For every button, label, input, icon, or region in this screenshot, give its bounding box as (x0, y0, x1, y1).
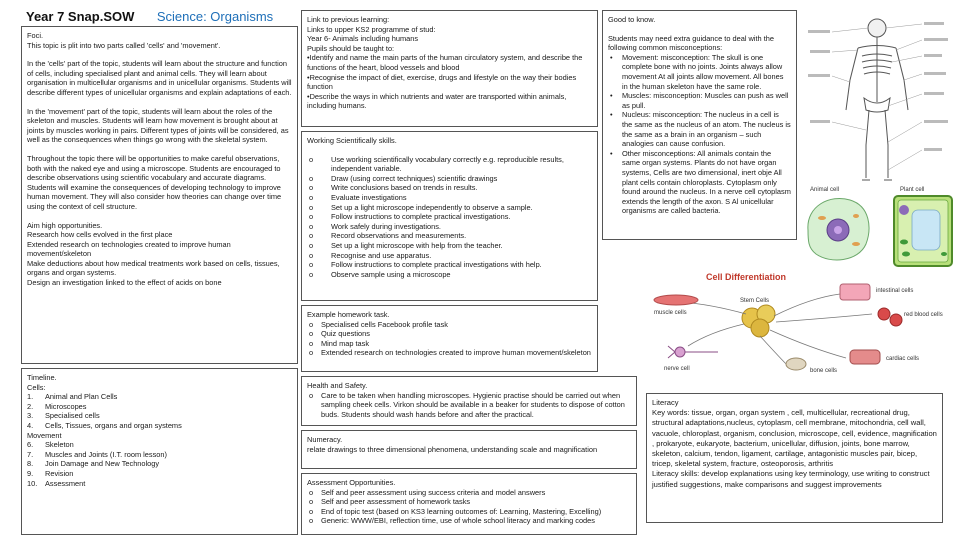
list-item: 9. Revision (27, 468, 74, 478)
muscle-cells-icon (654, 295, 698, 305)
list-item: o Self and peer assessment of homework tasks (307, 497, 631, 507)
list-item: 8. Join Damage and New Technology (27, 459, 160, 469)
list-item: o Evaluate investigations (307, 193, 592, 203)
numeracy-heading: Numeracy. (307, 435, 343, 444)
prior-line: •Recognise the impact of diet, exercise, drugs and lifestyle on the way their bodies function (307, 72, 577, 92)
list-item: o End of topic test (based on KS3 learning outcomes of: Learning, Mastering, Excelling) (307, 507, 631, 517)
prior-line: Links to upper KS2 programme of stud: (307, 24, 436, 34)
foci-paragraph-3: In the 'movement' part of the topic, students will learn about the roles of the skeleton and muscles. Students will learn how movement is brought about at joints by muscles working in pairs. Different types of joints will be considered, as well as the consequences when things go wrong with the skeletal system. (27, 106, 289, 145)
list-item: • Muscles: misconception: Muscles can push as well as pull. (608, 91, 791, 110)
good-heading: Good to know. (608, 15, 656, 24)
list-item: o Draw (using correct techniques) scientific drawings (307, 174, 592, 184)
list-item: 7. Muscles and Joints (I.T. room lesson) (27, 449, 167, 459)
working-scientifically-box (301, 131, 598, 301)
plant-cell (894, 196, 952, 266)
list-item: o Generic: WWW/EBI, reflection time, use of whole school literacy and marking codes (307, 516, 631, 526)
cell-differentiation-title: Cell Differentiation (706, 272, 787, 282)
foci-box (21, 26, 298, 364)
list-item: o Use working scientifically vocabulary correctly e.g. reproducible results, independent variable. (307, 155, 592, 174)
foci-paragraph-2: In the 'cells' part of the topic, students will learn about the structure and function of cells, including specialised plant and animal cells. They will learn about organisation in multicellular organisms and in unicellular organisms. Students will describe different types of unicellular organisms and explain adaptations of each. (27, 59, 292, 97)
page-title: Year 7 Snap.SOW (26, 9, 135, 24)
misconceptions-list (608, 53, 791, 216)
list-item: • Other misconceptions: All animals contain the same organ systems. Plants do not have organ systems, Cells are two dimensional, inert obje All plant cells contain chloroplasts. Cytoplasm only found around the nucleus. In a nerve cell cytoplasm extends the length of the axon. S Al unicellular organisms are called bacteria. (608, 149, 791, 216)
working-list (307, 155, 592, 280)
prior-heading: Link to previous learning: (307, 15, 390, 24)
safety-list (307, 391, 631, 420)
diff-label: nerve cell (664, 366, 690, 372)
timeline-heading: Timeline. (27, 373, 57, 382)
working-heading: Working Scientifically skills. (307, 136, 397, 145)
good-intro: Students may need extra guidance to deal with the following common misconceptions: (608, 33, 774, 53)
list-item: o Self and peer assessment using success criteria and model answers (307, 488, 631, 498)
homework-box (301, 305, 598, 372)
list-item: 6. Skeleton (27, 440, 74, 450)
diff-label: muscle cells (654, 310, 687, 316)
animal-plant-cells-illustration (800, 184, 955, 268)
page-header (26, 8, 273, 26)
cardiac-cells-icon (850, 350, 880, 364)
aim-high-item: Extended research on technologies created to improve human movement/skeleton (27, 239, 231, 259)
list-item: o Care to be taken when handling microscopes. Hygienic practise should be carried out when sampling cheek cells. Virkon should be available in a beaker for students to dispose of cotton buds. Students should wash hands before and after the practical. (307, 391, 631, 420)
list-item: 4. Cells, Tissues, organs and organ systems (27, 420, 182, 430)
literacy-keywords: Key words: tissue, organ, organ system , cell, multicellular, recreational drug, structural adaptations,nucleus, cytoplasm, cell membrane, mitochondria, cell wall, vacuole, chloroplast, organism, conclusion, microscope, cell, evidence, magnification , prokaryote, eukaryote, bacterium, unicellular, diffusion, joints, bone marrow, skeleton, calcium, tendon, ligament, cartilage, antagonistic muscles pair, bicep, tricep, skeletal system, fracture, osteoporosis, arthritis (652, 408, 937, 469)
homework-list (307, 320, 592, 358)
list-item: o Follow instructions to complete practical investigations. (307, 212, 592, 222)
health-safety-box (301, 376, 637, 426)
literacy-heading: Literacy (652, 398, 679, 407)
list-item: 1. Animal and Plan Cells (27, 392, 118, 402)
list-item: o Quiz questions (307, 329, 592, 339)
homework-heading: Example homework task. (307, 310, 390, 319)
stem-cells-label: Stem Cells (740, 298, 770, 304)
foci-heading: Foci. (27, 31, 44, 40)
list-item: 3. Specialised cells (27, 411, 100, 421)
foci-paragraph-4: Throughout the topic there will be opportunities to make careful observations, both with the naked eye and using a microscope. Students are encouraged to describe observations using scientific vocabulary and accurate diagrams. Students will examine the consequences of developing technology to improve human movement. They will also consider how theories can change over time using the context of cell structure. (27, 153, 282, 211)
timeline-cells-label: Cells: (27, 382, 46, 392)
list-item: • Movement: misconception: The skull is one complete bone with no joints. Joints always allow movement At all joints allow movement. All bones in the human skeleton have the same role. (608, 53, 791, 91)
list-item: o Follow instructions to complete practical investigations with help. (307, 260, 592, 270)
list-item: o Set up a light microscope independently to observe a sample. (307, 203, 592, 213)
list-item: o Work safely during investigations. (307, 222, 592, 232)
list-item: o Set up a light microscope with help from the teacher. (307, 241, 592, 251)
prior-line: •Identify and name the main parts of the human circulatory system, and describe the functions of the heart, blood vessels and blood (307, 53, 583, 72)
timeline-movement-list (27, 440, 292, 488)
prior-line: •Describe the ways in which nutrients and water are transported within animals, including humans. (307, 91, 567, 111)
assessment-box (301, 473, 637, 535)
assessment-list (307, 488, 631, 526)
timeline-box (21, 368, 298, 535)
aim-high-item: Design an investigation linked to the effect of acids on bone (27, 278, 222, 288)
diff-label: cardiac cells (886, 356, 920, 362)
animal-cell-label: Animal cell (810, 187, 840, 193)
bone-cells-icon (786, 358, 806, 370)
numeracy-text: relate drawings to three dimensional phenomena, understanding scale and magnification (307, 444, 598, 454)
skeleton-illustration (800, 10, 955, 190)
assessment-heading: Assessment Opportunities. (307, 478, 396, 487)
prior-line: Pupils should be taught to: (307, 43, 395, 53)
numeracy-box (301, 430, 637, 469)
prior-learning-box (301, 10, 598, 127)
timeline-movement-label: Movement (27, 430, 62, 440)
foci-paragraph-1: This topic is plit into two parts called 'cells' and 'movement'. (27, 40, 221, 50)
aim-high-item: Make deductions about how medical treatments work based on cells, tissues, organs and organ systems. (27, 258, 280, 278)
diff-label: intestinal cells (876, 288, 914, 294)
list-item: o Record observations and measurements. (307, 231, 592, 241)
list-item: • Nucleus: misconception: The nucleus in a cell is the same as the nucleus of an atom. The nucleus is the same as a brain in an organism – such analogies can cause confusion. (608, 110, 791, 148)
subject-title: Science: Organisms (156, 9, 274, 24)
animal-cell (808, 198, 869, 260)
diff-label: bone cells (810, 368, 838, 374)
list-item: o Specialised cells Facebook profile task (307, 320, 592, 330)
list-item: o Observe sample using a microscope (307, 270, 592, 280)
list-item: 2. Microscopes (27, 401, 87, 411)
prior-line: Year 6- Animals including humans (307, 34, 419, 44)
plant-cell-label: Plant cell (900, 187, 925, 193)
literacy-skills: Literacy skills: develop explanations using key terminology, use writing to construct justified suggestions, make comparisons and suggest improvements (652, 469, 930, 489)
literacy-box (646, 393, 943, 523)
good-to-know-box (602, 10, 797, 240)
aim-high-heading: Aim high opportunities. (27, 220, 103, 230)
list-item: o Recognise and use apparatus. (307, 251, 592, 261)
safety-heading: Health and Safety. (307, 381, 368, 390)
list-item: o Extended research on technologies created to improve human movement/skeleton (307, 348, 592, 358)
cell-differentiation-illustration (640, 268, 956, 380)
intestinal-cells-icon (840, 284, 870, 300)
diff-label: red blood cells (904, 312, 943, 318)
list-item: 10. Assessment (27, 478, 86, 488)
aim-high-item: Research how cells evolved in the first place (27, 230, 173, 240)
timeline-cells-list (27, 392, 292, 430)
list-item: o Write conclusions based on trends in results. (307, 183, 592, 193)
list-item: o Mind map task (307, 339, 592, 349)
